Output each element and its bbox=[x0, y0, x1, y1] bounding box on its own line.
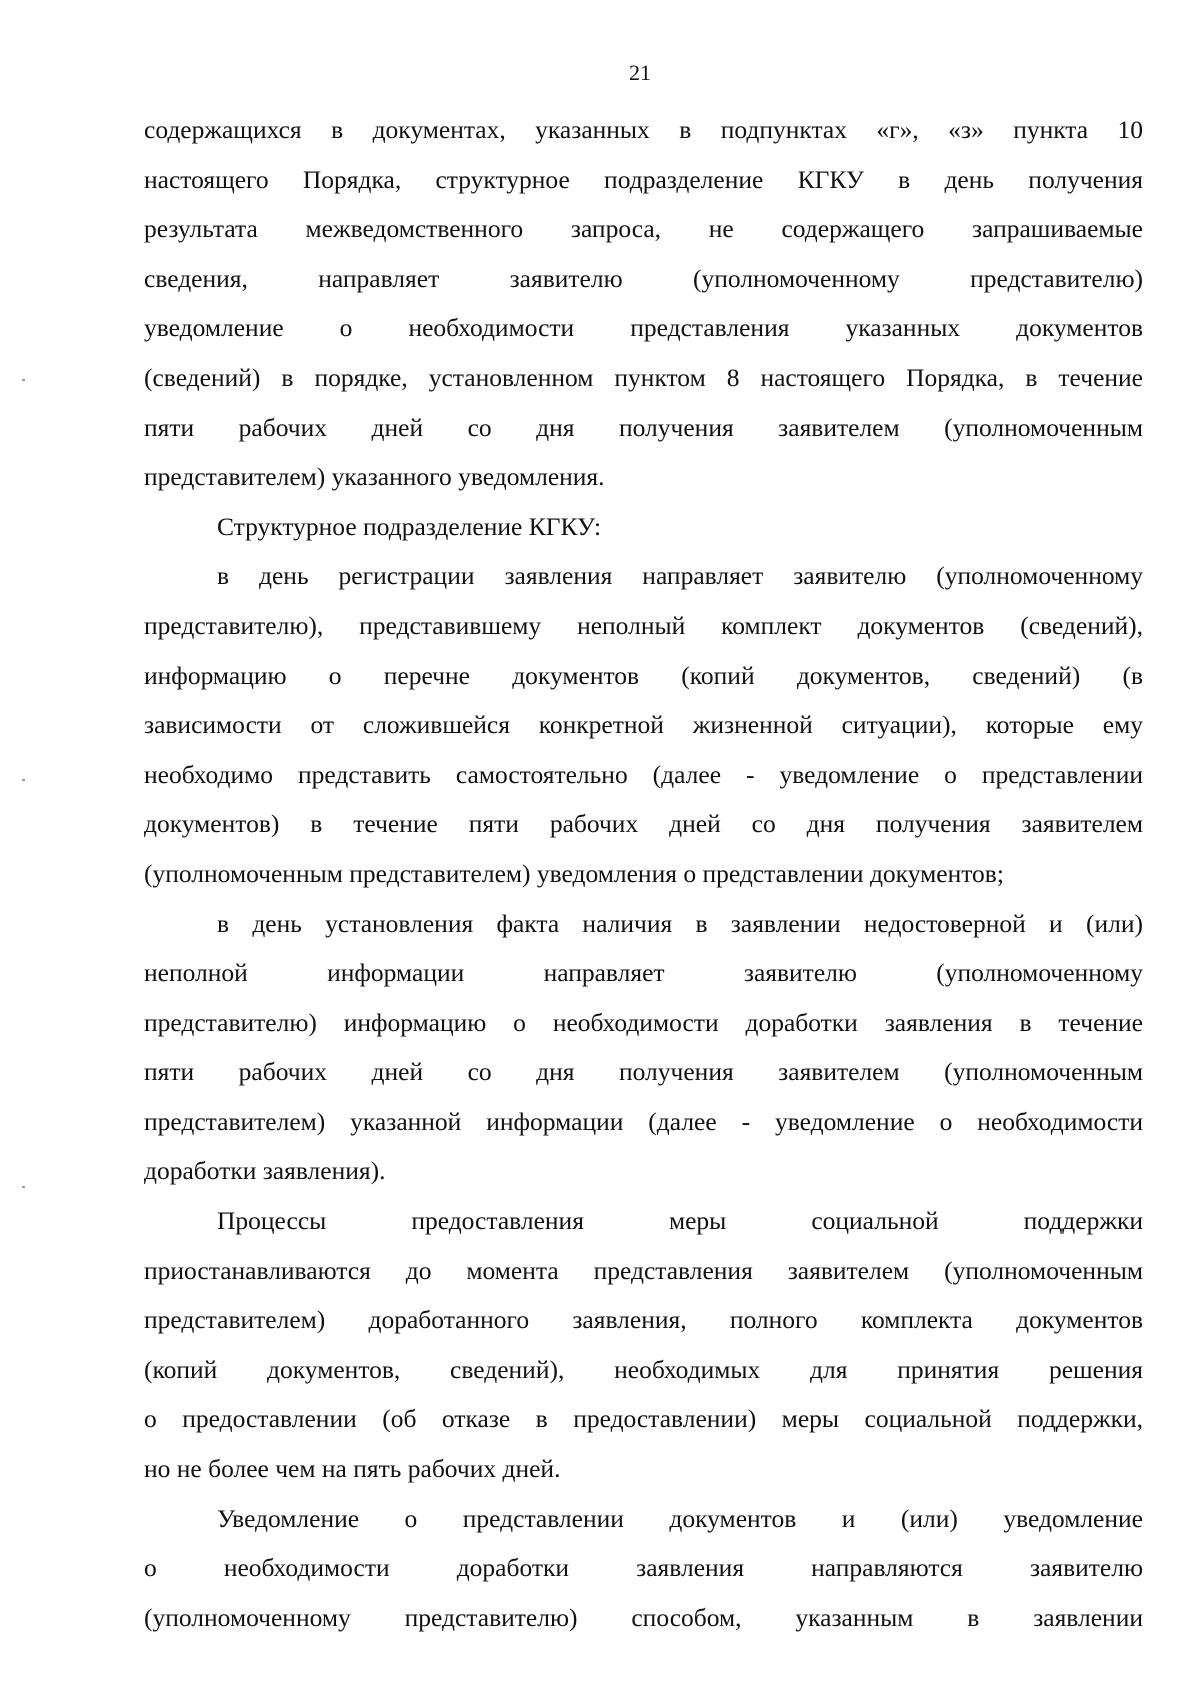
text-line: неполной информации направляет заявителю (уполномоченному bbox=[144, 958, 1143, 988]
text-line: уведомление о необходимости представления указанных документов bbox=[144, 313, 1143, 343]
text-line: представителем) указанного уведомления. bbox=[144, 462, 605, 492]
text-line: результата межведомственного запроса, не содержащего запрашиваемые bbox=[144, 214, 1143, 244]
text-line: информацию о перечне документов (копий документов, сведений) (в bbox=[144, 660, 1143, 690]
text-line: документов) в течение пяти рабочих дней со дня получения заявителем bbox=[144, 809, 1143, 839]
text-line: в день регистрации заявления направляет заявителю (уполномоченному bbox=[217, 561, 1143, 591]
text-line: представителем) указанной информации (далее - уведомление о необходимости bbox=[144, 1106, 1143, 1136]
text-line: доработки заявления). bbox=[144, 1156, 386, 1186]
text-line: зависимости от сложившейся конкретной жизненной ситуации), которые ему bbox=[144, 710, 1143, 740]
text-line: о предоставлении (об отказе в предоставлении) меры социальной поддержки, bbox=[144, 1404, 1143, 1434]
text-line: Уведомление о представлении документов и (или) уведомление bbox=[217, 1503, 1143, 1533]
scan-speck bbox=[22, 779, 25, 781]
text-line: Структурное подразделение КГКУ: bbox=[217, 511, 602, 541]
text-line: приостанавливаются до момента представления заявителем (уполномоченным bbox=[144, 1255, 1143, 1285]
text-line: (сведений) в порядке, установленном пунктом 8 настоящего Порядка, в течение bbox=[144, 362, 1143, 392]
page-number: 21 bbox=[629, 60, 651, 85]
text-line: но не более чем на пять рабочих дней. bbox=[144, 1454, 561, 1484]
text-line: пяти рабочих дней со дня получения заявителем (уполномоченным bbox=[144, 1057, 1143, 1087]
text-line: Процессы предоставления меры социальной поддержки bbox=[217, 1206, 1143, 1236]
text-line: настоящего Порядка, структурное подразделение КГКУ в день получения bbox=[144, 164, 1143, 194]
text-line: представителем) доработанного заявления, полного комплекта документов bbox=[144, 1305, 1143, 1335]
scan-speck bbox=[22, 1186, 25, 1188]
text-line: представителю) информацию о необходимости доработки заявления в течение bbox=[144, 1007, 1143, 1037]
text-line: (уполномоченному представителю) способом, указанным в заявлении bbox=[144, 1602, 1143, 1632]
text-line: сведения, направляет заявителю (уполномоченному представителю) bbox=[144, 263, 1143, 293]
scan-speck bbox=[22, 379, 25, 381]
text-line: содержащихся в документах, указанных в подпунктах «г», «з» пункта 10 bbox=[144, 115, 1143, 144]
text-line: (копий документов, сведений), необходимых для принятия решения bbox=[144, 1354, 1143, 1384]
text-line: необходимо представить самостоятельно (далее - уведомление о представлении bbox=[144, 759, 1143, 789]
text-line: о необходимости доработки заявления направляются заявителю bbox=[144, 1553, 1143, 1583]
text-line: представителю), представившему неполный комплект документов (сведений), bbox=[144, 610, 1143, 640]
text-line: в день установления факта наличия в заявлении недостоверной и (или) bbox=[217, 908, 1143, 938]
text-line: пяти рабочих дней со дня получения заявителем (уполномоченным bbox=[144, 412, 1143, 442]
text-line: (уполномоченным представителем) уведомления о представлении документов; bbox=[144, 858, 1004, 888]
document-body bbox=[144, 105, 1143, 1642]
